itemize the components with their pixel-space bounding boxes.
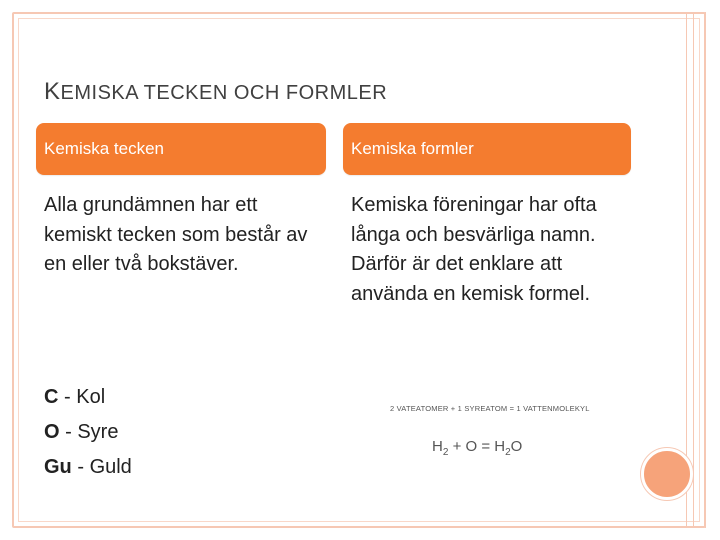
column-header-left: Kemiska tecken [36,123,326,175]
element-list [44,380,132,485]
equation-lhs: H [432,438,443,455]
column-text-right: Kemiska föreningar har ofta långa och besvärliga namn. Därför är det enklare att använda en kemisk formel. [351,194,597,305]
element-symbol: O [44,421,60,443]
element-name: Guld [89,456,132,478]
equation-middle: + O = H [448,438,506,455]
element-separator: - [58,386,77,408]
equation-lhs-subscript: 2 [442,447,449,458]
element-separator: - [59,421,78,443]
element-separator: - [71,456,90,478]
slide-title-rest: EMISKA TECKEN OCH FORMLER [60,82,388,104]
element-item [44,415,132,450]
slide-title-initial: K [44,78,61,105]
slide-side-line [693,12,694,528]
slide-title [44,78,387,106]
equation-caption: 2 VATEATOMER + 1 SYREATOM = 1 VATTENMOLEKYL [390,404,590,413]
element-name: Syre [77,421,119,443]
equation-rhs-tail: O [510,438,523,455]
equation-rhs-subscript: 2 [505,447,511,458]
element-symbol: Gu [44,456,72,478]
decorative-circle [641,448,693,500]
column-text-left: Alla grundämnen har ett kemiskt tecken som består av en eller två bokstäver. [44,194,308,275]
water-equation [432,438,522,458]
element-item [44,450,132,485]
element-symbol: C [44,386,59,408]
element-item [44,380,132,415]
slide-side-bar [686,12,706,528]
column-header-right: Kemiska formler [343,123,631,175]
element-name: Kol [76,386,106,408]
